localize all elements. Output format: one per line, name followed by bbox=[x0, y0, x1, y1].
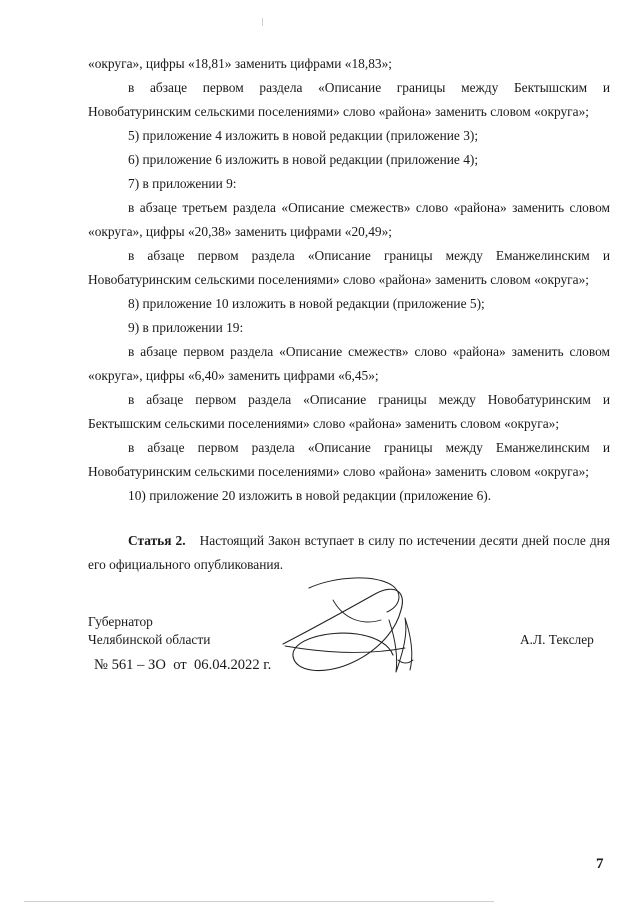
scan-artifact-mark bbox=[262, 18, 263, 26]
paragraph-10: в абзаце первом раздела «Описание смежеств» слово «района» заменить словом «округа», цифры «6,40» заменить цифрами «6,45»; bbox=[88, 344, 610, 383]
signatory-position-1: Губернатор bbox=[88, 614, 153, 629]
law-number-date: № 561 – ЗО от 06.04.2022 г. bbox=[94, 657, 272, 673]
scan-border-line bbox=[24, 901, 494, 902]
paragraph-6: в абзаце третьем раздела «Описание смежеств» слово «района» заменить словом «округа», цифры «20,38» заменить цифрами «20,49»; bbox=[88, 200, 610, 239]
paragraph-12: в абзаце первом раздела «Описание границы между Еманжелинским и Новобатуринским сельскими поселениями» слово «района» заменить словом «округа»; bbox=[88, 440, 610, 479]
paragraph-9: 9) в приложении 19: bbox=[128, 320, 244, 335]
paragraph-7: в абзаце первом раздела «Описание границы между Еманжелинским и Новобатуринским сельскими поселениями» слово «района» заменить словом «округа»; bbox=[88, 248, 610, 287]
paragraph-4: 6) приложение 6 изложить в новой редакции (приложение 4); bbox=[128, 152, 479, 167]
paragraph-8: 8) приложение 10 изложить в новой редакции (приложение 5); bbox=[128, 296, 485, 311]
paragraph-1: «округа», цифры «18,81» заменить цифрами «18,83»; bbox=[88, 56, 393, 71]
handwritten-signature-icon bbox=[265, 560, 425, 685]
paragraph-2: в абзаце первом раздела «Описание границы между Бектышским и Новобатуринским сельскими поселениями» слово «района» заменить словом «округа»; bbox=[88, 80, 610, 119]
paragraph-3: 5) приложение 4 изложить в новой редакции (приложение 3); bbox=[128, 128, 479, 143]
paragraph-5: 7) в приложении 9: bbox=[128, 176, 237, 191]
paragraph-11: в абзаце первом раздела «Описание границы между Новобатуринским и Бектышским сельскими поселениями» слово «района» заменить словом «округа»; bbox=[88, 392, 610, 431]
signatory-name: А.Л. Текслер bbox=[520, 632, 594, 647]
article-label: Статья 2. bbox=[128, 533, 186, 548]
signatory-position-2: Челябинской области bbox=[88, 632, 211, 647]
article-text: Настоящий Закон вступает в силу по истечении десяти дней после дня его официального опубликования. bbox=[88, 533, 610, 572]
page-number: 7 bbox=[596, 856, 604, 872]
paragraph-13: 10) приложение 20 изложить в новой редакции (приложение 6). bbox=[128, 488, 492, 503]
